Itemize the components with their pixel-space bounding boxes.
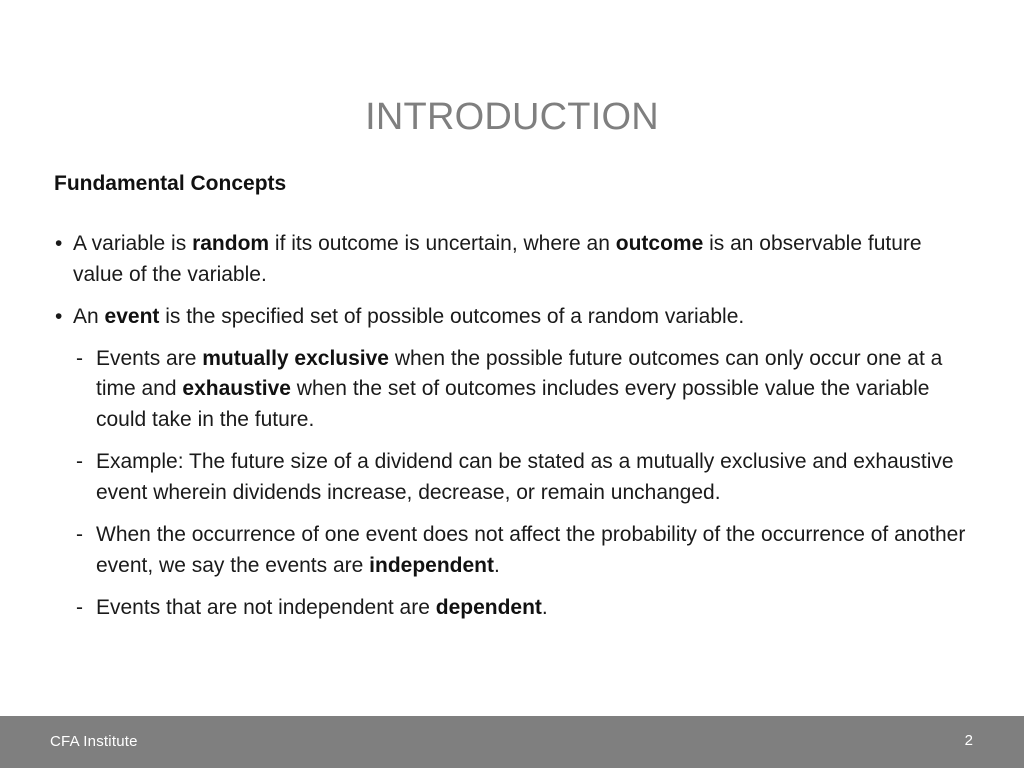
term-random: random bbox=[192, 232, 270, 255]
sub-bullet-marker: - bbox=[76, 346, 83, 370]
term-independent: independent bbox=[369, 553, 494, 577]
slide-title: INTRODUCTION bbox=[365, 96, 659, 138]
sub-bullet-marker: - bbox=[76, 523, 83, 546]
term-outcome: outcome bbox=[615, 232, 704, 255]
bullet-text: An bbox=[73, 305, 105, 328]
bullet-random-variable bbox=[54, 229, 974, 290]
sub-bullet-example bbox=[54, 447, 974, 508]
term-dependent: dependent bbox=[435, 596, 542, 619]
bullet-text: is an observable future value of the variable. bbox=[73, 232, 922, 286]
sub-bullet-mutually-exclusive bbox=[54, 344, 974, 436]
bullet-event bbox=[54, 302, 974, 333]
footer-bar bbox=[0, 716, 1024, 768]
sub-bullet-text: . bbox=[541, 596, 548, 619]
sub-bullet-text: When the occurrence of one event does not affect the probability of the occurrence of another event, we say the events are bbox=[96, 523, 966, 577]
slide-content bbox=[54, 229, 974, 636]
term-exhaustive: exhaustive bbox=[182, 377, 291, 400]
sub-bullet-text: Events are bbox=[96, 346, 203, 370]
sub-bullet-dependent bbox=[54, 593, 974, 624]
section-heading: Fundamental Concepts bbox=[54, 172, 287, 195]
bullet-marker: • bbox=[55, 232, 63, 255]
sub-bullet-text: Example: The future size of a dividend can be stated as a mutually exclusive and exhaustive event wherein dividends increase, decrease, or remain unchanged. bbox=[96, 450, 954, 504]
sub-bullet-marker: - bbox=[76, 450, 83, 473]
term-event: event bbox=[104, 305, 160, 328]
sub-bullet-list bbox=[54, 344, 974, 624]
sub-bullet-independent bbox=[54, 520, 974, 581]
sub-bullet-text: when the possible future outcomes can only occur one at a time and bbox=[96, 346, 943, 400]
sub-bullet-text: when the set of outcomes includes every possible value the variable could take in the future. bbox=[96, 377, 930, 431]
sub-bullet-text: Events that are not independent are bbox=[96, 596, 436, 619]
bullet-text: is the specified set of possible outcomes of a random variable. bbox=[159, 305, 745, 328]
page-number: 2 bbox=[964, 732, 973, 749]
bullet-marker: • bbox=[55, 305, 63, 328]
bullet-text: if its outcome is uncertain, where an bbox=[269, 232, 616, 255]
bullet-text: A variable is bbox=[73, 232, 193, 255]
sub-bullet-marker: - bbox=[76, 596, 83, 619]
footer-brand: CFA Institute bbox=[50, 733, 138, 750]
sub-bullet-text: . bbox=[494, 553, 500, 577]
term-mutually-exclusive: mutually exclusive bbox=[202, 346, 389, 370]
